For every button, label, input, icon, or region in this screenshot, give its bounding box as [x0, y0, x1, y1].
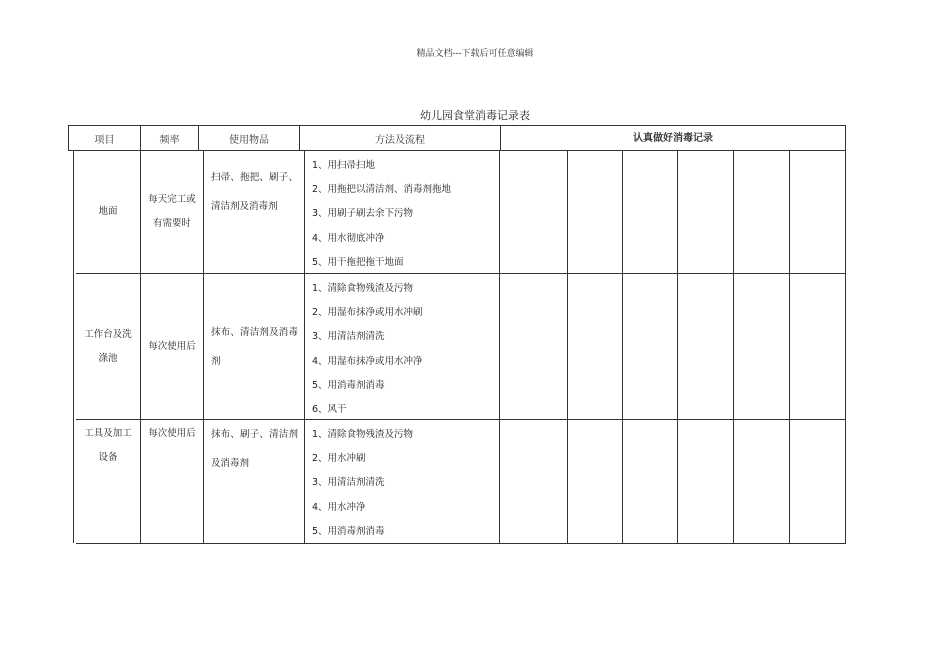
column-header-item: 项目	[69, 126, 141, 150]
item-cell: 地面	[76, 151, 141, 273]
record-cell[interactable]	[734, 151, 790, 273]
record-cell[interactable]	[623, 274, 678, 419]
record-cell[interactable]	[790, 420, 845, 543]
item-cell: 工具及加工设备	[76, 420, 141, 543]
record-cell[interactable]	[623, 420, 678, 543]
steps-cell	[305, 274, 500, 419]
step-line: 2、用水冲刷	[312, 453, 366, 465]
header-watermark: 精品文档---下载后可任意编辑	[416, 49, 534, 59]
record-cell[interactable]	[678, 420, 734, 543]
table-left-border	[73, 151, 74, 543]
record-cell[interactable]	[678, 274, 734, 419]
record-cell[interactable]	[568, 274, 623, 419]
column-header-frequency: 频率	[141, 126, 199, 150]
supplies-cell: 扫帚、拖把、刷子、清洁剂及消毒剂	[204, 151, 305, 273]
step-line: 2、用湿布抹净或用水冲刷	[312, 307, 423, 319]
record-cell[interactable]	[568, 151, 623, 273]
item-cell: 工作台及洗涤池	[76, 274, 141, 419]
steps-cell	[305, 420, 500, 543]
step-line: 2、用拖把以清洁剂、消毒剂拖地	[312, 184, 452, 196]
column-header-method: 方法及流程	[300, 126, 501, 150]
document-title: 幼儿园食堂消毒记录表	[420, 109, 530, 122]
table-row	[76, 151, 846, 273]
steps-cell	[305, 151, 500, 273]
column-header-supplies: 使用物品	[199, 126, 300, 150]
record-cell[interactable]	[500, 274, 568, 419]
step-line: 4、用水冲净	[312, 501, 366, 513]
step-line: 6、风干	[312, 404, 347, 416]
record-cell[interactable]	[568, 420, 623, 543]
step-line: 3、用刷子刷去余下污物	[312, 208, 414, 220]
step-line: 4、用湿布抹净或用水冲净	[312, 355, 423, 367]
supplies-cell: 抹布、刷子、清洁剂及消毒剂	[204, 420, 305, 543]
disinfection-table-body	[76, 151, 846, 544]
table-header	[68, 125, 846, 151]
record-cell[interactable]	[734, 420, 790, 543]
frequency-cell: 每次使用后	[141, 420, 204, 543]
table-row	[76, 419, 846, 543]
record-cell[interactable]	[678, 151, 734, 273]
step-line: 1、清除食物残渣及污物	[312, 283, 414, 294]
record-cell[interactable]	[500, 420, 568, 543]
step-line: 4、用水彻底冲净	[312, 232, 385, 244]
record-cell[interactable]	[734, 274, 790, 419]
table-row	[76, 273, 846, 419]
step-line: 3、用清洁剂清洗	[312, 477, 385, 489]
step-line: 5、用消毒剂消毒	[312, 525, 385, 537]
step-line: 5、用干拖把拖干地面	[312, 256, 404, 268]
record-cell[interactable]	[790, 151, 845, 273]
step-line: 5、用消毒剂消毒	[312, 379, 385, 391]
record-cell[interactable]	[623, 151, 678, 273]
record-cell[interactable]	[500, 151, 568, 273]
supplies-cell	[204, 274, 305, 419]
supplies-text: 抹布、清洁剂及消毒剂	[211, 326, 298, 367]
column-header-record: 认真做好消毒记录	[633, 133, 713, 144]
step-line: 1、用扫帚扫地	[312, 160, 376, 171]
step-line: 3、用清洁剂清洗	[312, 331, 385, 343]
frequency-cell: 每天完工或有需要时	[141, 151, 204, 273]
record-cell[interactable]	[790, 274, 845, 419]
step-line: 1、清除食物残渣及污物	[312, 429, 414, 440]
frequency-cell: 每次使用后	[141, 274, 204, 419]
